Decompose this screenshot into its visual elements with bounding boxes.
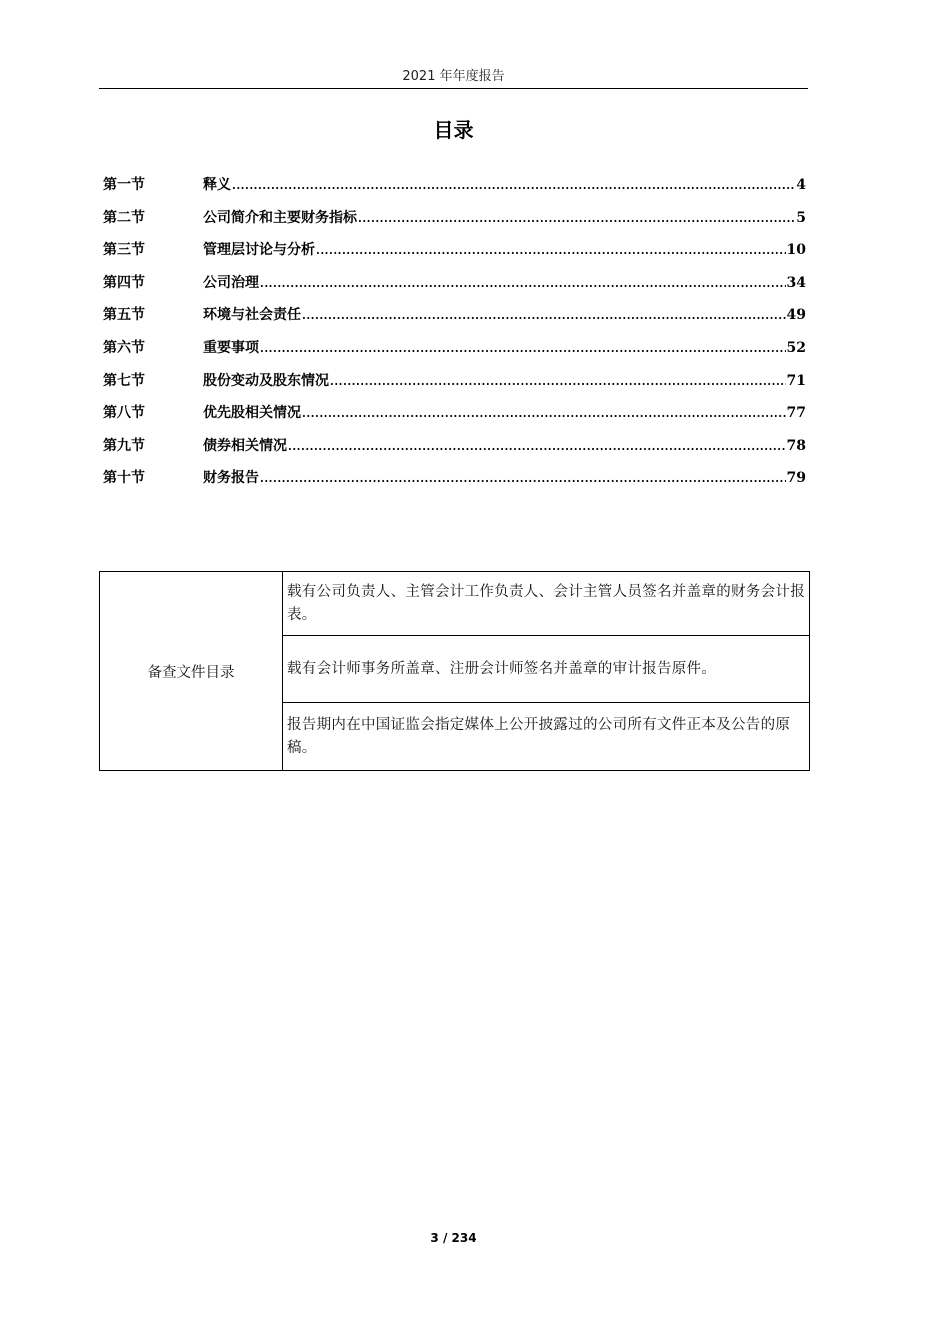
reference-document-item: 报告期内在中国证监会指定媒体上公开披露过的公司所有文件正本及公告的原稿。 [283,703,810,771]
toc-entry[interactable] [103,172,806,205]
toc-section-number: 第五节 [103,307,145,324]
toc-leader-dots [260,466,786,492]
page-header: 2021 年年度报告 [402,69,505,84]
toc-leader-dots [316,238,786,264]
toc-entry[interactable] [103,302,806,335]
toc-entry[interactable] [103,368,806,401]
toc-section-number: 第四节 [103,274,145,291]
toc-page-number: 77 [786,405,806,422]
toc-leader-dots [302,303,786,329]
reference-documents-table [99,571,810,771]
toc-entry[interactable] [103,270,806,303]
reference-document-item: 载有公司负责人、主管会计工作负责人、会计主管人员签名并盖章的财务会计报表。 [283,572,810,636]
toc-page-number: 78 [786,437,806,454]
toc-page-number: 4 [796,177,806,193]
toc-leader-dots [232,173,795,199]
toc-page-number: 49 [786,307,806,324]
toc-section-number: 第一节 [103,177,145,193]
toc-section-title: 环境与社会责任 [203,307,301,324]
toc-section-title: 优先股相关情况 [203,405,301,422]
table-of-contents [103,172,806,498]
reference-documents-label: 备查文件目录 [100,572,283,771]
toc-section-title: 财务报告 [203,470,259,487]
toc-page-number: 79 [786,470,806,487]
toc-leader-dots [358,206,795,232]
toc-leader-dots [330,369,786,395]
toc-leader-dots [260,271,786,297]
toc-entry[interactable] [103,465,806,498]
toc-section-title: 股份变动及股东情况 [203,372,329,389]
toc-leader-dots [302,401,786,427]
toc-section-title: 释义 [203,177,231,193]
toc-page-number: 71 [786,372,806,389]
toc-section-number: 第三节 [103,242,145,259]
toc-section-number: 第七节 [103,372,145,389]
toc-section-title: 重要事项 [203,339,259,356]
toc-section-title: 公司简介和主要财务指标 [203,209,357,226]
toc-page-number: 52 [786,339,806,356]
toc-page-number: 5 [796,209,806,226]
header-divider [99,88,808,89]
toc-entry[interactable] [103,335,806,368]
toc-section-title: 管理层讨论与分析 [203,242,315,259]
toc-leader-dots [288,434,786,460]
toc-section-number: 第六节 [103,339,145,356]
reference-document-item: 载有会计师事务所盖章、注册会计师签名并盖章的审计报告原件。 [283,636,810,703]
toc-entry[interactable] [103,400,806,433]
toc-leader-dots [260,336,786,362]
toc-page-number: 34 [786,274,806,291]
toc-heading: 目录 [433,118,474,142]
toc-entry[interactable] [103,237,806,270]
page-number-footer: 3 / 234 [430,1231,477,1245]
toc-section-number: 第二节 [103,209,145,226]
toc-section-number: 第九节 [103,437,145,454]
toc-entry[interactable] [103,433,806,466]
toc-section-number: 第十节 [103,470,145,487]
toc-section-title: 债券相关情况 [203,437,287,454]
toc-section-title: 公司治理 [203,274,259,291]
toc-entry[interactable] [103,205,806,238]
toc-page-number: 10 [786,242,806,259]
toc-section-number: 第八节 [103,405,145,422]
